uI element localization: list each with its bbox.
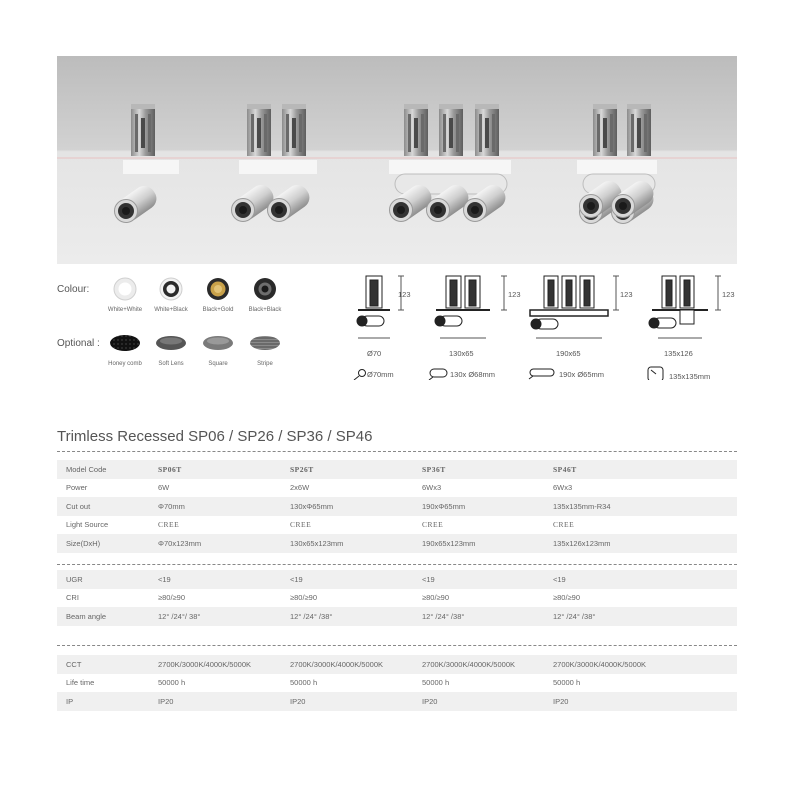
spec-value: ≥80/≥90 <box>158 593 186 603</box>
table-row <box>57 497 737 516</box>
spec-value: CREE <box>290 520 312 530</box>
divider <box>57 451 737 452</box>
spec-value: CREE <box>422 520 444 530</box>
spec-value: <19 <box>413 570 544 589</box>
spec-value: <19 <box>149 570 281 589</box>
swatch-caption: White+Black <box>154 307 188 313</box>
spec-label: CRI <box>66 593 79 603</box>
spec-value: ≥80/≥90 <box>553 593 581 603</box>
spec-value: Φ70x123mm <box>149 534 281 553</box>
table-row <box>57 589 737 608</box>
optional-caption: Stripe <box>257 361 273 367</box>
swatch-black-gold[interactable] <box>207 278 229 300</box>
spec-value: IP20 <box>281 692 413 711</box>
spec-value: 2700K/3000K/4000K/5000K <box>149 655 281 674</box>
sp26-drawing <box>435 276 507 338</box>
spec-label: Size(DxH) <box>57 534 149 553</box>
cutout-round-icon <box>354 370 366 381</box>
spec-label: Life time <box>66 678 95 688</box>
cutout-label: Ø70mm <box>367 370 394 379</box>
table-row <box>57 674 737 693</box>
divider <box>57 645 737 646</box>
spec-value: 190xΦ65mm <box>413 497 544 516</box>
spec-label: Beam angle <box>57 607 149 626</box>
spec-value: <19 <box>281 570 413 589</box>
spec-value: ≥80/≥90 <box>290 593 318 603</box>
spec-value: 130x65x123mm <box>281 534 413 553</box>
spec-value: 50000 h <box>158 678 186 688</box>
spec-label: CCT <box>57 655 149 674</box>
table-row <box>57 479 737 498</box>
swatch-black-black[interactable] <box>254 278 276 300</box>
sp36-drawing <box>530 276 619 338</box>
swatch-caption: White+White <box>107 307 143 313</box>
spec-value: <19 <box>544 570 737 589</box>
spec-label: Light Source <box>66 520 109 530</box>
spec-value: 190x65x123mm <box>413 534 544 553</box>
spec-value: 2x6W <box>290 483 310 493</box>
spec-table-group-2 <box>57 570 737 626</box>
spec-value: 2700K/3000K/4000K/5000K <box>544 655 737 674</box>
table-row <box>57 516 737 535</box>
spec-value: 6W <box>158 483 170 493</box>
table-row <box>57 607 737 626</box>
spec-value: SP46T <box>544 460 737 479</box>
height-label: 123 <box>620 290 633 299</box>
spec-value: 6Wx3 <box>553 483 573 493</box>
spec-value: SP06T <box>149 460 281 479</box>
height-label: 123 <box>722 290 735 299</box>
optional-caption: Honey comb <box>108 361 142 367</box>
swatch-caption: Black+Black <box>248 307 282 313</box>
sp46-drawing <box>649 276 721 338</box>
spec-label: Cut out <box>57 497 149 516</box>
colour-label: Colour: <box>57 284 90 295</box>
table-row <box>57 692 737 711</box>
product-render <box>57 56 737 264</box>
spec-value: 135x126x123mm <box>544 534 737 553</box>
cutout-double-icon <box>429 369 447 380</box>
optional-caption: Square <box>208 361 228 367</box>
cutout-square-icon <box>648 367 663 380</box>
height-label: 123 <box>398 290 411 299</box>
table-row <box>57 534 737 553</box>
width-label: Ø70 <box>367 349 382 358</box>
spec-value: CREE <box>158 520 180 530</box>
cutout-label: 135x135mm <box>669 372 711 381</box>
colour-swatches <box>100 275 300 305</box>
product-hero-image <box>57 56 737 264</box>
spec-label: Power <box>66 483 88 493</box>
table-row <box>57 570 737 589</box>
optional-label: Optional : <box>57 338 100 349</box>
spec-value: IP20 <box>149 692 281 711</box>
spec-label: IP <box>57 692 149 711</box>
cutout-label: 190x Ø65mm <box>559 370 605 379</box>
height-label: 123 <box>508 290 521 299</box>
spec-label: Model Code <box>57 460 149 479</box>
spec-table-group-1 <box>57 460 737 553</box>
spec-value: 12° /24° /38° <box>413 607 544 626</box>
page-title: Trimless Recessed SP06 / SP26 / SP36 / SP46 <box>57 428 373 445</box>
width-label: 135x126 <box>664 349 693 358</box>
optional-caption: Soft Lens <box>158 361 184 367</box>
cutout-triple-icon <box>529 369 554 379</box>
spec-value: IP20 <box>413 692 544 711</box>
spec-value: 2700K/3000K/4000K/5000K <box>281 655 413 674</box>
spec-value: 12° /24° /38° <box>544 607 737 626</box>
spec-value: CREE <box>553 520 575 530</box>
spec-label: UGR <box>57 570 149 589</box>
spec-value: 12° /24°/ 38° <box>149 607 281 626</box>
spec-value: Φ70mm <box>149 497 281 516</box>
spec-value: SP36T <box>413 460 544 479</box>
optional-swatches <box>100 330 300 358</box>
swatch-caption: Black+Gold <box>202 307 234 313</box>
width-label: 130x65 <box>449 349 474 358</box>
swatch-white-white[interactable] <box>114 278 136 300</box>
spec-value: 135x135mm-R34 <box>544 497 737 516</box>
spec-value: 2700K/3000K/4000K/5000K <box>413 655 544 674</box>
table-row <box>57 655 737 674</box>
spec-value: 50000 h <box>553 678 581 688</box>
spec-value: 6Wx3 <box>422 483 442 493</box>
spec-value: 130xΦ65mm <box>281 497 413 516</box>
spec-value: IP20 <box>544 692 737 711</box>
spec-value: 12° /24° /38° <box>281 607 413 626</box>
spec-value: SP26T <box>281 460 413 479</box>
spec-table-group-3 <box>57 655 737 711</box>
stripe-lens-icon[interactable] <box>250 336 280 350</box>
swatch-white-black[interactable] <box>160 278 182 300</box>
table-row <box>57 460 737 479</box>
cutout-label: 130x Ø68mm <box>450 370 496 379</box>
width-label: 190x65 <box>556 349 581 358</box>
divider <box>57 564 737 565</box>
sp06-drawing <box>357 276 404 338</box>
spec-value: ≥80/≥90 <box>422 593 450 603</box>
spec-value: 50000 h <box>422 678 450 688</box>
honeycomb-icon[interactable] <box>110 335 140 351</box>
spec-value: 50000 h <box>290 678 318 688</box>
dimension-drawings <box>340 270 740 380</box>
